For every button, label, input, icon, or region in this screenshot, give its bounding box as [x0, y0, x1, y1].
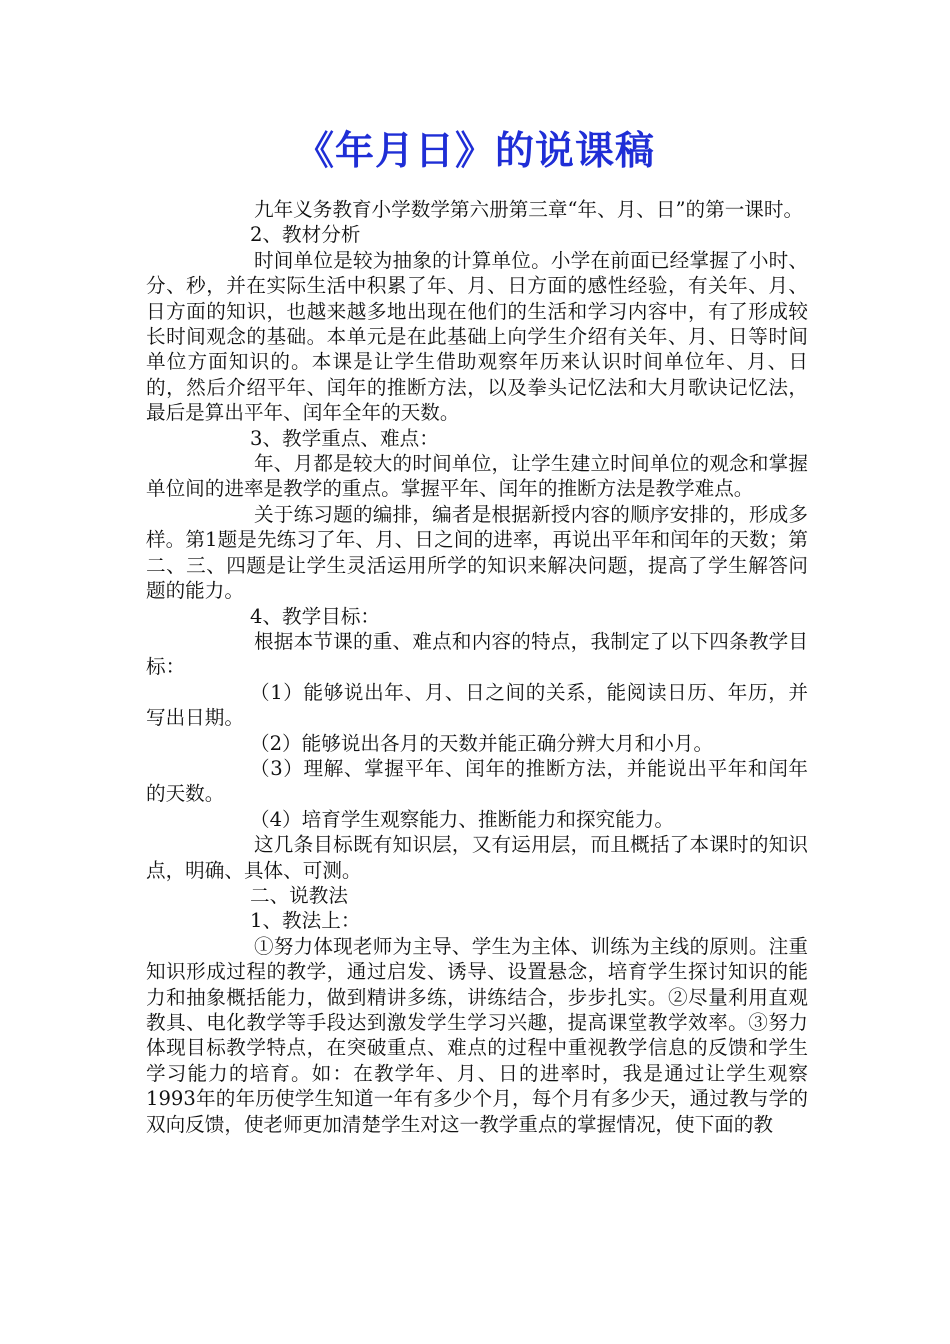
objective-item-4: （4）培育学生观察能力、推断能力和探究能力。: [250, 807, 674, 831]
document-body: [146, 197, 808, 1137]
heading-key-points: 3、教学重点、难点：: [250, 426, 439, 450]
paragraph-intro: 九年义务教育小学数学第六册第三章“年、月、日”的第一课时。: [254, 198, 804, 221]
objective-item-3: （3）理解、掌握平年、闰年的推断方法，并能说出平年和闰年的天数。: [146, 756, 808, 806]
paragraph-objectives-intro: 根据本节课的重、难点和内容的特点，我制定了以下四条教学目标：: [146, 629, 808, 679]
paragraph-method-details: ①努力体现老师为主导、学生为主体、训练为主线的原则。注重知识形成过程的教学，通过启发、诱导、设置悬念，培育学生探讨知识的能力和抽象概括能力，做到精讲多练，讲练结合，步步扎实。②尽量利用直观教具、电化教学等手段达到激发学生学习兴趣，提高课堂教学效率。③努力体现目标教学特点，在突破重点、难点的过程中重视教学信息的反馈和学生学习能力的培育。如：在教学年、月、日的进率时，我是通过让学生观察1993年的年历使学生知道一年有多少个月，每个月有多少天，通过教与学的双向反馈，使老师更加清楚学生对这一教学重点的掌握情况，使下面的教: [146, 934, 808, 1136]
paragraph-key-points: 年、月都是较大的时间单位，让学生建立时间单位的观念和掌握单位间的进率是教学的重点。掌握平年、闰年的推断方法是教学难点。: [146, 452, 808, 501]
heading-teaching-objectives: 4、教学目标：: [250, 604, 381, 628]
heading-teaching-methods: 二、说教法: [250, 883, 348, 907]
paragraph-objectives-summary: 这几条目标既有知识层，又有运用层，而且概括了本课时的知识点，明确、具体、可测。: [146, 833, 808, 882]
objective-item-2: （2）能够说出各月的天数并能正确分辨大月和小月。: [250, 731, 714, 755]
paragraph-exercises: 关于练习题的编排，编者是根据新授内容的顺序安排的，形成多样。第1题是先练习了年、月、日之间的进率，再说出平年和闰年的天数；第二、三、四题是让学生灵活运用所学的知识来解决问题，提高了学生解答问题的能力。: [146, 502, 808, 603]
heading-textbook-analysis: 2、教材分析: [250, 223, 361, 247]
paragraph-textbook-analysis: 时间单位是较为抽象的计算单位。小学在前面已经掌握了小时、分、秒，并在实际生活中积累了年、月、日方面的感性经验，有关年、月、日方面的知识，也越来越多地出现在他们的生活和学习内容中，有了形成较长时间观念的基础。本单元是在此基础上向学生介绍有关年、月、日等时间单位方面知识的。本课是让学生借助观察年历来认识时间单位年、月、日的，然后介绍平年、闰年的推断方法，以及拳头记忆法和大月歌诀记忆法，最后是算出平年、闰年全年的天数。: [146, 248, 808, 425]
document-title: 《年月日》的说课稿: [294, 129, 655, 174]
objective-item-1: （1）能够说出年、月、日之间的关系，能阅读日历、年历，并写出日期。: [146, 680, 808, 730]
heading-method-1: 1、教法上：: [250, 909, 361, 933]
